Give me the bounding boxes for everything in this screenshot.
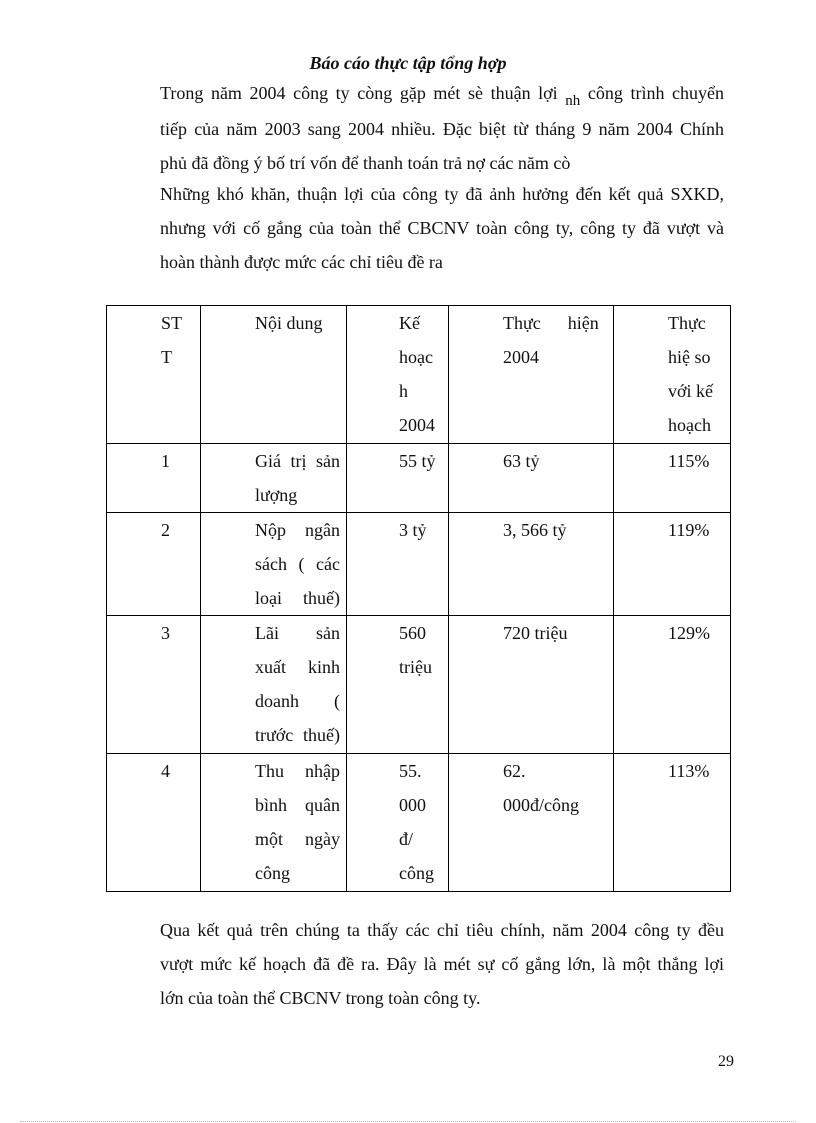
row-content [201, 616, 346, 752]
cell-line: 000 [399, 795, 426, 815]
row-plan [347, 513, 448, 547]
row-plan [347, 616, 448, 684]
cell-line: 2004 [503, 347, 539, 367]
row-stt: 3 [161, 623, 170, 643]
row-actual [449, 444, 613, 478]
row-ratio: 129% [668, 623, 710, 643]
cell-line: Giá trị sản [255, 451, 340, 471]
cell-line: 000đ/công [503, 795, 579, 815]
row-ratio: 115% [668, 451, 710, 471]
row-actual [449, 754, 613, 822]
intro-line-2: tiếp của năm 2003 sang 2004 nhiều. Đặc biệt từ tháng 9 năm 2004 Chính [160, 119, 724, 139]
row-plan [347, 754, 448, 890]
cell-line: Thực [668, 313, 706, 333]
cell-line: 3, 566 tỷ [503, 520, 567, 540]
cell-line: 560 [399, 623, 426, 643]
cell-line: trước thuế) [255, 725, 340, 745]
header-plan [347, 306, 449, 444]
conclusion-line-2: vượt mức kế hoạch đã đề ra. Đây là mét sự cố gắng lớn, là một thắng lợi [160, 954, 724, 974]
page-title: Báo cáo thực tập tổng hợp [309, 53, 507, 73]
intro-line-1-start: Trong năm 2004 công ty còng gặp mét sè thuận lợi [160, 83, 558, 103]
cell-line: 55. [399, 761, 422, 781]
cell-line: loại thuế) [255, 588, 340, 608]
summary-line-1: Những khó khăn, thuận lợi của công ty đã ảnh hưởng đến kết quả SXKD, [160, 184, 724, 204]
row-content [201, 444, 346, 512]
row-stt: 4 [161, 761, 170, 781]
summary-line-3: hoàn thành được mức các chỉ tiêu đề ra [160, 252, 443, 272]
cell-line: h [399, 381, 408, 401]
table-row [107, 513, 731, 616]
row-actual [449, 616, 613, 650]
row-ratio: 113% [668, 761, 710, 781]
cell-line: hoạch [668, 415, 711, 435]
cell-line: Nộp ngân [255, 520, 340, 540]
cell-line: một ngày [255, 829, 340, 849]
intro-subscript: nh [565, 93, 581, 109]
summary-paragraph [160, 177, 724, 279]
cell-line: 3 tỷ [399, 520, 427, 540]
intro-line-1 [160, 76, 724, 112]
cell-line: 720 triệu [503, 623, 568, 643]
intro-line-1-end: công trình chuyển [587, 83, 725, 103]
conclusion-paragraph [160, 913, 724, 1015]
page-number: 29 [718, 1053, 734, 1070]
cell-line: ST [161, 313, 183, 333]
row-ratio: 119% [668, 520, 710, 540]
cell-line: Kế [399, 313, 420, 333]
table-row [107, 616, 731, 754]
cell-line: xuất kinh [255, 657, 340, 677]
results-table [106, 305, 731, 892]
cell-line: đ/ [399, 829, 414, 849]
cell-line: Thu nhập [255, 761, 340, 781]
cell-line: Nội dung [255, 313, 323, 333]
row-stt: 1 [161, 451, 170, 471]
cell-line: Lãi sản [255, 623, 340, 643]
cell-line: 55 tỷ [399, 451, 436, 471]
header-content [201, 306, 347, 444]
page-bottom-border [20, 1121, 796, 1122]
cell-line: 2004 [399, 415, 435, 435]
cell-line: lượng [255, 485, 298, 505]
row-stt: 2 [161, 520, 170, 540]
header-stt [107, 306, 201, 444]
cell-line: sách ( các [255, 554, 340, 574]
cell-line: 63 tỷ [503, 451, 540, 471]
intro-paragraph [160, 76, 724, 180]
cell-line: công [399, 863, 434, 883]
header-actual [449, 306, 614, 444]
conclusion-line-3: lớn của toàn thể CBCNV trong toàn công ty. [160, 988, 481, 1008]
table-header-row [107, 306, 731, 444]
header-ratio [614, 306, 731, 444]
table-row [107, 754, 731, 892]
cell-line: Thực hiện [503, 313, 599, 333]
cell-line: bình quân [255, 795, 340, 815]
cell-line: doanh ( [255, 691, 340, 711]
row-plan [347, 444, 448, 478]
cell-line: hoạc [399, 347, 433, 367]
cell-line: triệu [399, 657, 432, 677]
summary-line-2: nhưng với cố gắng của toàn thể CBCNV toàn công ty, công ty đã vượt và [160, 218, 724, 238]
cell-line: T [161, 347, 172, 367]
cell-line: với kế [668, 381, 714, 401]
row-content [201, 513, 346, 615]
cell-line: 62. [503, 761, 526, 781]
conclusion-line-1: Qua kết quả trên chúng ta thấy các chỉ tiêu chính, năm 2004 công ty đều [160, 920, 724, 940]
row-content [201, 754, 346, 890]
cell-line: hiệ so [668, 347, 711, 367]
table-row [107, 444, 731, 513]
row-actual [449, 513, 613, 547]
intro-line-3: phủ đã đồng ý bố trí vốn để thanh toán trả nợ các năm cò [160, 153, 571, 173]
cell-line: công [255, 863, 290, 883]
